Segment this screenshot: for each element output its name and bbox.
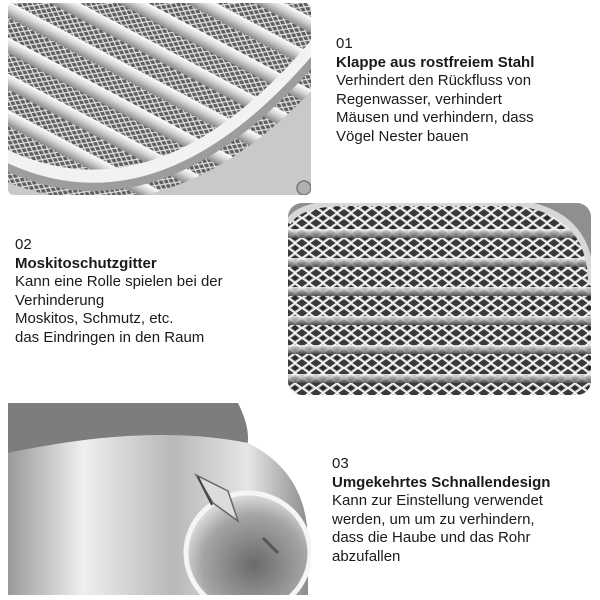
feature-number: 01 (336, 35, 353, 52)
stainless-louver-flap-icon (8, 3, 311, 195)
feature-number: 02 (15, 236, 32, 253)
buckle-pipe-collar-icon (8, 403, 311, 595)
feature-description: Kann zur Einstellung verwendet werden, um um zu verhindern, dass die Haube und das Rohr abzufallen (332, 492, 543, 565)
buckle-pipe-photo (8, 403, 311, 595)
mosquito-mesh-closeup-icon (288, 203, 591, 395)
feature-title: Umgekehrtes Schnallendesign (332, 474, 551, 491)
louver-flap-photo (8, 3, 311, 195)
feature-description: Kann eine Rolle spielen bei der Verhinderung Moskitos, Schmutz, etc. das Eindringen in den Raum (15, 273, 223, 346)
feature-block-01 (336, 35, 534, 146)
feature-block-03 (332, 455, 550, 566)
feature-block-02 (15, 236, 223, 347)
mosquito-mesh-photo (288, 203, 591, 395)
feature-description: Verhindert den Rückfluss von Regenwasser, verhindert Mäusen und verhindern, dass Vögel Nester bauen (336, 72, 534, 145)
feature-number: 03 (332, 455, 349, 472)
feature-title: Moskitoschutzgitter (15, 255, 157, 272)
feature-title: Klappe aus rostfreiem Stahl (336, 54, 535, 71)
